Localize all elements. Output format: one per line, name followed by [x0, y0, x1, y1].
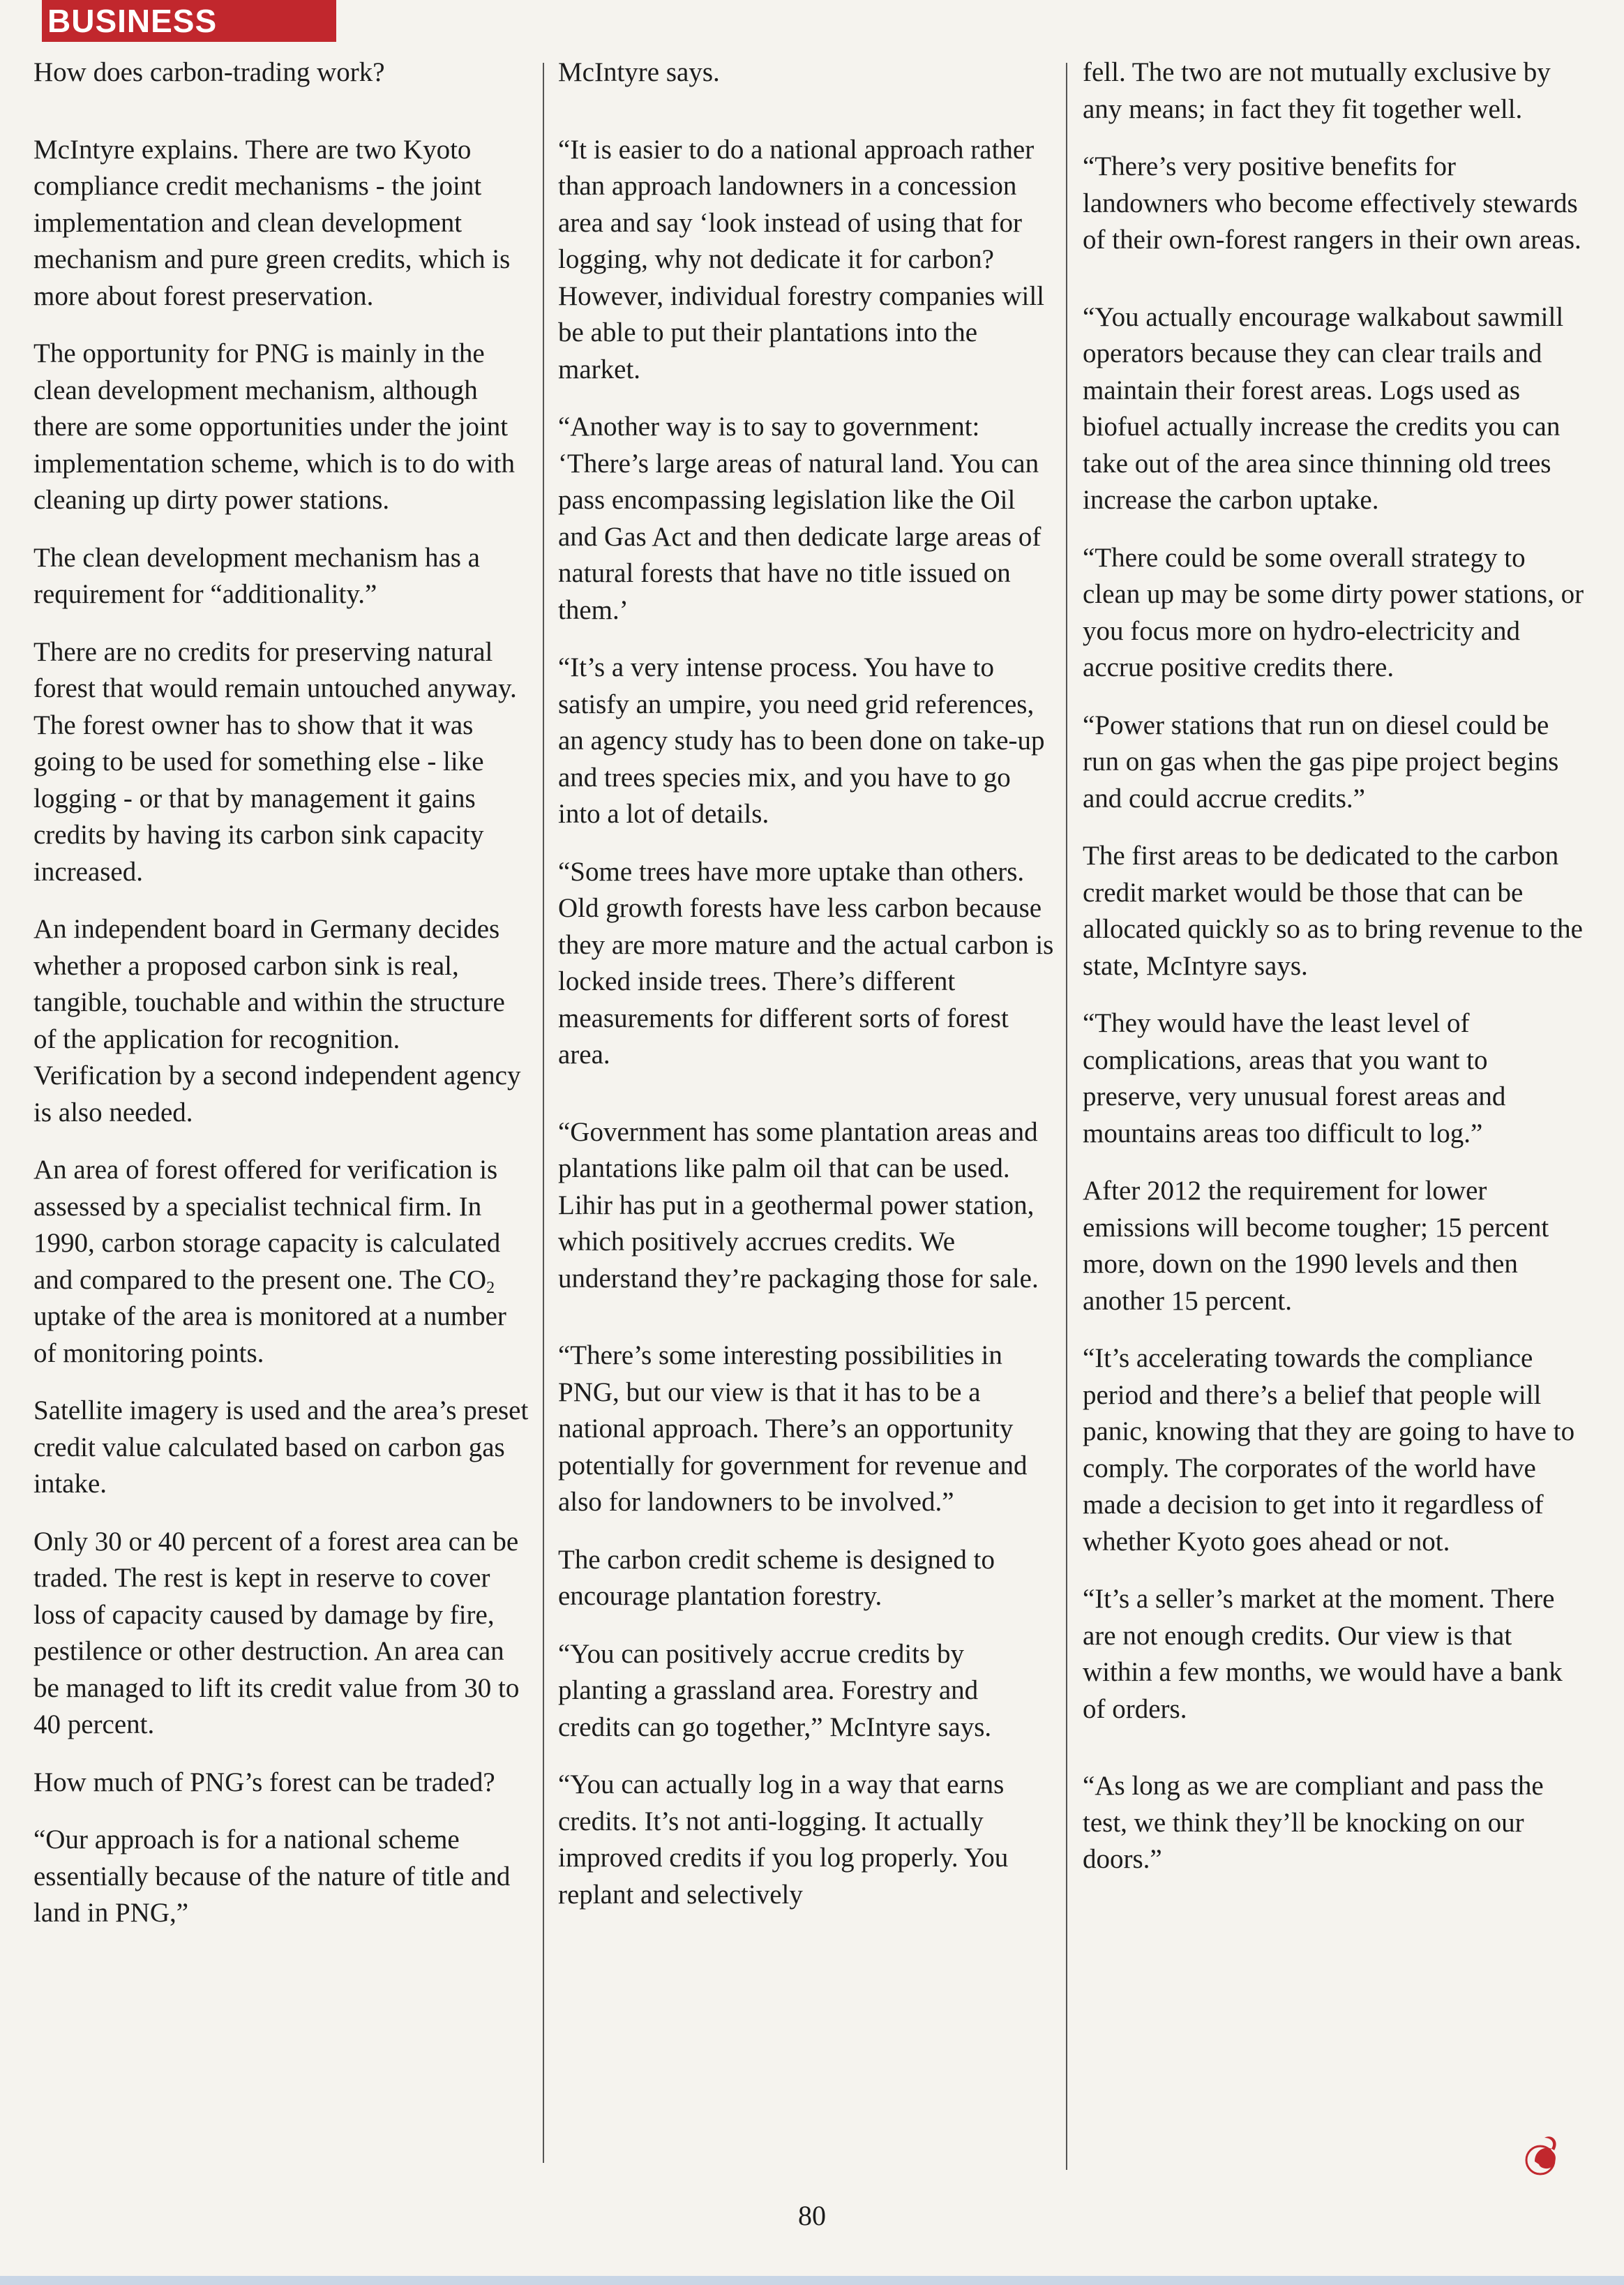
paragraph: “You can actually log in a way that earns credits. It’s not anti-logging. It actually improved credits if you log properly. You replant and selectively	[558, 1769, 1009, 1910]
paragraph-with-subscript	[33, 1152, 533, 1372]
paragraph: “There’s some interesting possibilities in PNG, but our view is that it has to be a national approach. There’s an opportunity potentially for government for revenue and also for landowners to be involved.”	[558, 1340, 1028, 1517]
paragraph: “They would have the least level of complications, areas that you want to preserve, very unusual forest areas and mountains areas too difficult to log.”	[1083, 1008, 1506, 1148]
subheading-question: How does carbon-trading work?	[33, 57, 385, 87]
section-label: BUSINESS	[42, 0, 336, 42]
paragraph: The clean development mechanism has a requirement for “additionality.”	[33, 542, 480, 609]
paragraph: “There could be some overall strategy to clean up may be some dirty power stations, or you focus more on hydro-electricity and accrue positive credits there.	[1083, 542, 1584, 682]
paragraph: “Another way is to say to government: ‘There’s large areas of natural land. You can pass encompassing legislation like the Oil and Gas Act and then dedicate large areas of natural forests that have no title issued on them.’	[558, 412, 1042, 625]
paragraph: “You can positively accrue credits by planting a grassland area. Forestry and credits can go together,” McIntyre says.	[558, 1638, 992, 1742]
article-column-2	[558, 54, 1055, 1934]
paragraph: There are no credits for preserving natural forest that would remain untouched anyway. The forest owner has to show that it was going to be used for something else - like logging - or that by management it gains credits by having its carbon sink capacity increased.	[33, 636, 517, 887]
column-divider	[543, 63, 544, 2163]
paragraph: McIntyre explains. There are two Kyoto compliance credit mechanisms - the joint implementation and clean development mechanism and pure green credits, which is more about forest preservation.	[33, 134, 511, 311]
column-divider	[1066, 63, 1067, 2170]
paragraph: “Power stations that run on diesel could be run on gas when the gas pipe project begins and could accrue credits.”	[1083, 710, 1559, 814]
article-column-3	[1083, 54, 1586, 1899]
paragraph: After 2012 the requirement for lower emissions will become tougher; 15 percent more, down on the 1990 levels and then another 15 percent.	[1083, 1176, 1549, 1316]
paragraph: “As long as we are compliant and pass the test, we think they’ll be knocking on our doors.”	[1083, 1771, 1544, 1874]
paragraph-text-after: uptake of the area is monitored at a number of monitoring points.	[33, 1301, 506, 1368]
paragraph: “Our approach is for a national scheme essentially because of the nature of title and land in PNG,”	[33, 1825, 511, 1928]
subscript: 2	[486, 1278, 495, 1297]
paragraph: The carbon credit scheme is designed to encourage plantation forestry.	[558, 1544, 995, 1611]
paragraph: “You actually encourage walkabout sawmill operators because they can clear trails and maintain their forest areas. Logs used as biofuel actually increase the credits you can take out of the area since thinning old trees increase the carbon uptake.	[1083, 301, 1564, 515]
paragraph: The opportunity for PNG is mainly in the clean development mechanism, although there are some opportunities under the joint implementation scheme, which is to do with cleaning up dirty power stations.	[33, 338, 515, 515]
paragraph: “It’s a very intense process. You have to satisfy an umpire, you need grid references, an agency study has to been done on take-up and trees species mix, and you have to go into a lot of details.	[558, 652, 1045, 829]
paragraph: “There’s very positive benefits for landowners who become effectively stewards of their own-forest rangers in their own areas.	[1083, 151, 1581, 255]
page-number: 80	[798, 2200, 826, 2231]
subheading-question: How much of PNG’s forest can be traded?	[33, 1767, 495, 1797]
paragraph: Only 30 or 40 percent of a forest area can be traded. The rest is kept in reserve to cover loss of capacity caused by damage by fire, pestilence or other destruction. An area can be managed to lift its credit value from 30 to 40 percent.	[33, 1526, 520, 1739]
paragraph: The first areas to be dedicated to the carbon credit market would be those that can be allocated quickly so as to bring revenue to the state, McIntyre says.	[1083, 841, 1583, 981]
end-of-article-icon	[1519, 2129, 1570, 2180]
article-column-1	[33, 54, 533, 1953]
paragraph: “Some trees have more uptake than others. Old growth forests have less carbon because they are more mature and the actual carbon is locked inside trees. There’s different measurements for different sorts of forest area.	[558, 856, 1054, 1070]
paragraph: “Government has some plantation areas and plantations like palm oil that can be used. Lihir has put in a geothermal power station, which positively accrues credits. We understand they’re packaging those for sale.	[558, 1116, 1039, 1294]
paragraph: An independent board in Germany decides whether a proposed carbon sink is real, tangible, touchable and within the structure of the application for recognition. Verification by a second independent agency is also needed.	[33, 914, 521, 1127]
paragraph: McIntyre says.	[558, 57, 720, 87]
paragraph: Satellite imagery is used and the area’s preset credit value calculated based on carbon gas intake.	[33, 1395, 529, 1499]
paragraph: “It’s a seller’s market at the moment. There are not enough credits. Our view is that within a few months, we would have a bank of orders.	[1083, 1584, 1563, 1724]
scan-edge	[0, 2276, 1624, 2285]
paragraph: “It is easier to do a national approach rather than approach landowners in a concession area and say ‘look instead of using that for logging, why not dedicate it for carbon? However, individual forestry companies will be able to put their plantations into the market.	[558, 134, 1045, 384]
paragraph: “It’s accelerating towards the compliance period and there’s a belief that people will panic, knowing that they are going to have to comply. The corporates of the world have made a decision to get into it regardless of whether Kyoto goes ahead or not.	[1083, 1343, 1575, 1557]
paragraph: fell. The two are not mutually exclusive by any means; in fact they fit together well.	[1083, 57, 1551, 124]
paragraph-text-before: An area of forest offered for verification is assessed by a specialist technical firm. In 1990, carbon storage capacity is calculated and compared to the present one. The CO	[33, 1155, 501, 1295]
